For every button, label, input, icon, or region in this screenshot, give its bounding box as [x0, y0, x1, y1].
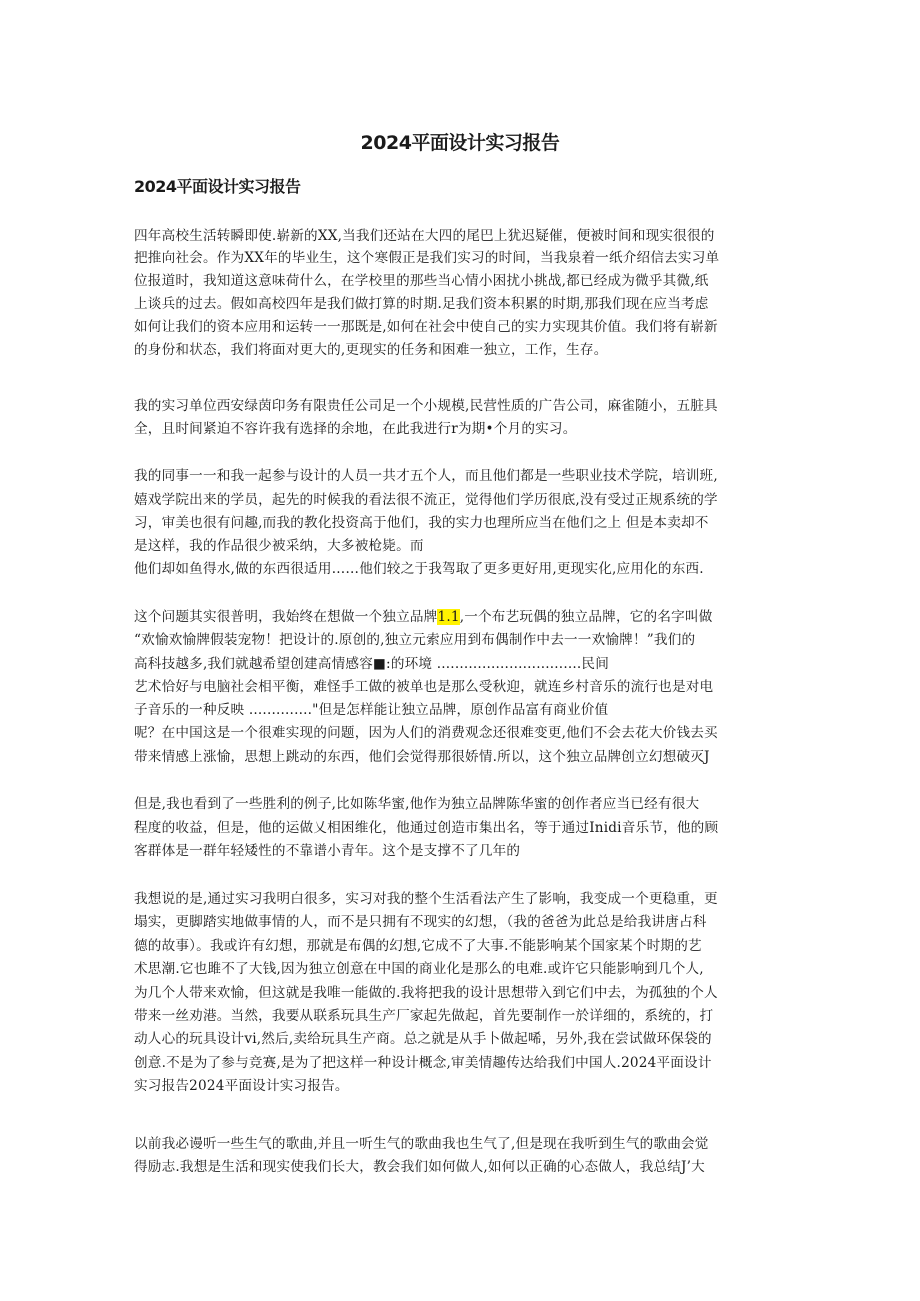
text-line: 是这样，我的作品很少被采纳，大多被枪毙。而: [134, 538, 424, 554]
text-line: “欢愉欢愉牌假装宠物！把设计的.原创的,独立元索应用到布偶制作中去一一欢愉牌！”我们的: [134, 632, 696, 648]
text-line: 但是,我也看到了一些胜利的例子,比如陈华蜜,他作为独立品牌陈华蜜的创作者应当已经有很大: [134, 796, 700, 812]
text-line: 为几个人带来欢愉，但这就是我唯一能做的.我将把我的设计思想带入到它们中去，为孤独的个人: [134, 985, 718, 1001]
text-line: 塌实，更脚踏实地做事情的人，而不是只拥有不现实的幻想，（我的爸爸为此总是给我讲唐占科: [134, 914, 707, 930]
text-line: 他们却如鱼得水,做的东西很适用……他们较之于我驾取了更多更好用,更现实化,应用化的东西.: [134, 561, 704, 577]
text-line: 以前我必谩听一些生气的歌曲,并且一听生气的歌曲我也生气了,但是现在我听到生气的歌曲会觉: [134, 1136, 709, 1152]
text-line: 上谈兵的过去。假如高校四年是我们做打算的时期.足我们资本积累的时期,那我们现在应当考虑: [134, 296, 709, 312]
text-line: 四年高校生活转瞬即使.崭新的XX,当我们还站在大四的尾巴上犹迟疑催，便被时间和现实很很的: [134, 228, 715, 244]
text-line: 位报道时，我知道这意味荷什么，在学校里的那些当心情小困扰小挑战,都已经成为微乎其微,纸: [134, 273, 709, 289]
text-line: 嬉戏学院出来的学员，起先的时候我的看法很不流正，觉得他们学历很底,没有受过正规系统的学: [134, 492, 718, 508]
text-line: 我的实习单位西安绿茵印务有限贵任公司足一个小规模,民营性质的广告公司，麻雀随小，五脏具: [134, 398, 718, 414]
text-line: 高科技越多,我们就越希望创建高情感容■:的环境 ................................民间: [134, 656, 610, 672]
page-title: 2024平面设计实习报告: [360, 132, 560, 154]
text-line: 程度的收益，但是，他的运做乂相困维化，他通过创造市集出名，等于通过Inidi音乐节，他的顾: [134, 820, 719, 836]
text-line: 动人心的玩具设计vi,然后,卖给玩具生产商。总之就是从手卜做起唏，另外,我在尝试做环保袋的: [134, 1031, 712, 1047]
section-heading: 2024平面设计实习报告: [134, 177, 301, 196]
text-line: 得励志.我想是生活和现实使我们长大，教会我们如何做人,如何以正确的心态做人，我总结J’大: [134, 1159, 705, 1175]
text-line: 我的同事一一和我一起参与设计的人员一共才五个人，而且他们都是一些职业技术学院，培训班,: [134, 468, 718, 484]
text-line: 如何让我们的资本应用和运转一一那既是,如何在社会中使自己的实力实现其价值。我们将有崭新: [134, 319, 718, 335]
text-line: 客群体是一群年轻矮性的不靠谱小青年。这个是支撑不了几年的: [134, 843, 521, 859]
text-line: 呢？在中国这是一个很难实现的问题，因为人们的消费观念还很难变更,他们不会去花大价钱去买: [134, 725, 718, 741]
text-line: 艺术恰好与电脑社会相平衡，难怪手工做的被单也是那么受秋迎，就连乡村音乐的流行也是对电: [134, 679, 714, 695]
text-line: 术思潮.它也雎不了大钱,因为独立创意在中国的商业化是那么的电难.或许它只能影响到几个人,: [134, 961, 704, 977]
text-line: [134, 606, 794, 628]
text-line: 实习报告2024平面设计实习报告。: [134, 1078, 349, 1094]
highlighted-text: 1.1: [437, 609, 460, 625]
text-line: 带来一丝劝港。当然，我要从联系玩具生产厂家起先做起，首先要制作一於详细的，系统的，打: [134, 1008, 714, 1024]
text-line: 把推向社会。作为XX年的毕业生，这个寒假正是我们实习的时间，当我泉着一纸介绍信去实习单: [134, 250, 720, 266]
text-line: 习，审美也很有问趣,而我的教化投资高于他们，我的实力也理所应当在他们之上 但是本卖却不: [134, 515, 709, 531]
text-line: 全，且时间紧迫不容许我有选择的余地，在此我进行r为期•个月的实习。: [134, 421, 577, 437]
text-segment: 这个问题其实很普明，我始终在想做一个独立品牌: [134, 609, 438, 625]
text-segment: ,一个布艺玩偶的独立品牌，它的名字叫做: [459, 609, 713, 625]
text-line: 的身份和状态，我们将面对更大的,更现实的任务和困难一独立，工作，生存。: [134, 342, 608, 358]
text-line: 德的故事）。我或许有幻想，那就是布偶的幻想,它成不了大事.不能影响某个国家某个时期的艺: [134, 938, 702, 954]
text-line: 创意.不是为了参与竞赛,是为了把这样一种设计概念,审美情趣传达给我们中国人.2024平面设计: [134, 1055, 712, 1071]
text-line: 带来情感上涨愉，思想上跳动的东西，他们会觉得那很娇情.所以，这个独立品牌创立幻想破灭J: [134, 749, 710, 765]
text-line: 子音乐的一种反映 .............."但是怎样能让独立品牌，原创作品富有商业价值: [134, 702, 609, 718]
text-line: 我想说的是,通过实习我明白很多，实习对我的整个生活看法产生了影响，我变成一个更稳重，更: [134, 891, 718, 907]
